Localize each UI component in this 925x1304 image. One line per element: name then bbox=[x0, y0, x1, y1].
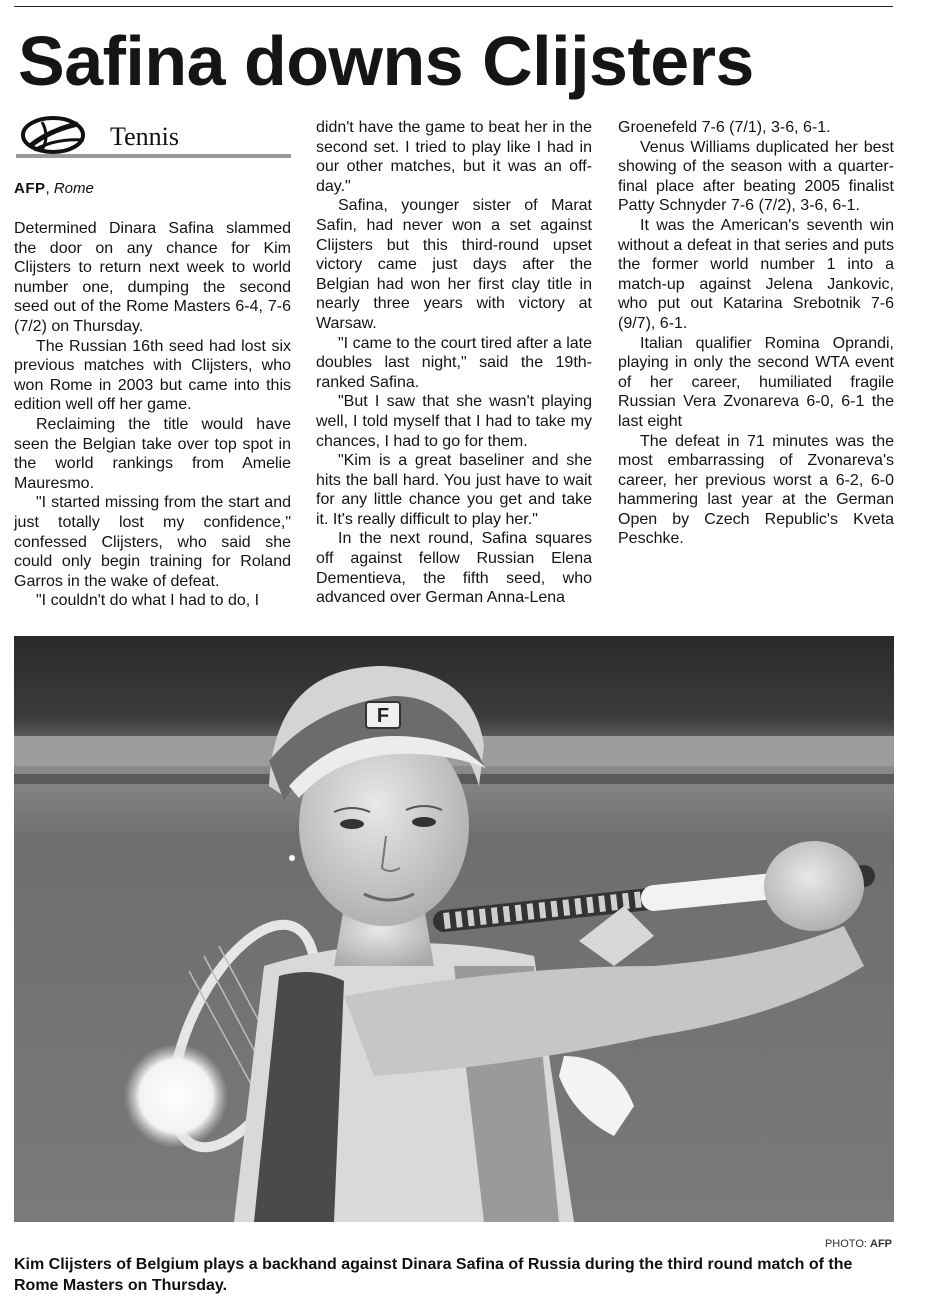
byline-separator: , bbox=[45, 180, 54, 197]
paragraph: "I couldn't do what I had to do, I bbox=[36, 592, 260, 610]
visor-logo: F bbox=[376, 705, 390, 727]
paragraph: The Russian 16th seed had lost six previous matches with Clijsters, who won Rome in 2003 but came into this edition well off her game. bbox=[14, 337, 291, 414]
paragraph: Safina, younger sister of Marat Safin, had never won a set against Clijsters but this third-round upset victory came just days after the Belgian had won her first clay title in nearly three years with victory at Warsaw. bbox=[316, 197, 592, 332]
paragraph: "I started missing from the start and just totally lost my confidence," confessed Clijsters, who said she could only begin training for Roland Garros in the wake of defeat. bbox=[14, 494, 291, 590]
photo-credit bbox=[825, 1238, 892, 1250]
paragraph: "I came to the court tired after a late doubles last night," said the 19th-ranked Safina. bbox=[316, 334, 592, 391]
article-column-3 bbox=[618, 118, 894, 549]
section-label: Tennis bbox=[110, 122, 179, 151]
paragraph: Groenefeld 7-6 (7/1), 3-6, 6-1. bbox=[618, 119, 831, 136]
paragraph: Italian qualifier Romina Oprandi, playing in only the second WTA event of her career, humiliated fragile Russian Vera Zvonareva 6-0, 6-1 the last eight bbox=[618, 334, 894, 430]
paragraph: It was the American's seventh win without a defeat in that series and puts the former world number 1 into a match-up against Jelena Jankovic, who put out Katarina Srebotnik 7-6 (9/7), 6-1. bbox=[618, 216, 894, 332]
paragraph: Determined Dinara Safina slammed the door on any chance for Kim Clijsters to return next week to world number one, dumping the second seed out of the Rome Masters 6-4, 7-6 (7/2) on Thursday. bbox=[14, 220, 291, 335]
byline-agency: AFP bbox=[14, 180, 46, 197]
tennis-ball-icon bbox=[20, 116, 90, 154]
top-rule bbox=[14, 6, 893, 7]
paragraph: didn't have the game to beat her in the second set. I tried to play like I had in our other matches, but it was an off-day." bbox=[316, 119, 592, 195]
section-tag bbox=[16, 116, 291, 160]
article-column-1 bbox=[14, 219, 291, 611]
article-column-2 bbox=[316, 118, 592, 608]
photo-credit-source: AFP bbox=[870, 1238, 892, 1250]
byline-city: Rome bbox=[53, 180, 94, 197]
section-rule bbox=[16, 154, 291, 158]
paragraph: In the next round, Safina squares off against fellow Russian Elena Dementieva, the fifth seed, who advanced over German Anna-Lena bbox=[316, 530, 592, 607]
byline bbox=[14, 180, 94, 197]
paragraph: Reclaiming the title would have seen the Belgian take over top spot in the world rankings from Amelie Mauresmo. bbox=[14, 415, 291, 492]
photo-credit-label: PHOTO: bbox=[824, 1238, 870, 1250]
photo-illustration bbox=[14, 636, 894, 1222]
paragraph: "Kim is a great baseliner and she hits the ball hard. You just have to wait for any little chance you get and take it. It's really difficult to play her." bbox=[316, 452, 592, 528]
photo-caption: Kim Clijsters of Belgium plays a backhand against Dinara Safina of Russia during the third round match of the Rome Masters on Thursday. bbox=[14, 1256, 853, 1294]
paragraph: Venus Williams duplicated her best showing of the season with a quarter-final place after beating 2005 finalist Patty Schnyder 7-6 (7/2), 3-6, 6-1. bbox=[618, 138, 894, 215]
paragraph: "But I saw that she wasn't playing well, I told myself that I had to take my chances, I had to go for them. bbox=[316, 393, 592, 450]
paragraph: The defeat in 71 minutes was the most embarrassing of Zvonareva's career, her previous worst a 6-2, 6-0 hammering last year at the German Open by Czech Republic's Kveta Peschke. bbox=[618, 432, 894, 548]
news-photo bbox=[14, 636, 894, 1222]
headline: Safina downs Clijsters bbox=[18, 22, 754, 100]
